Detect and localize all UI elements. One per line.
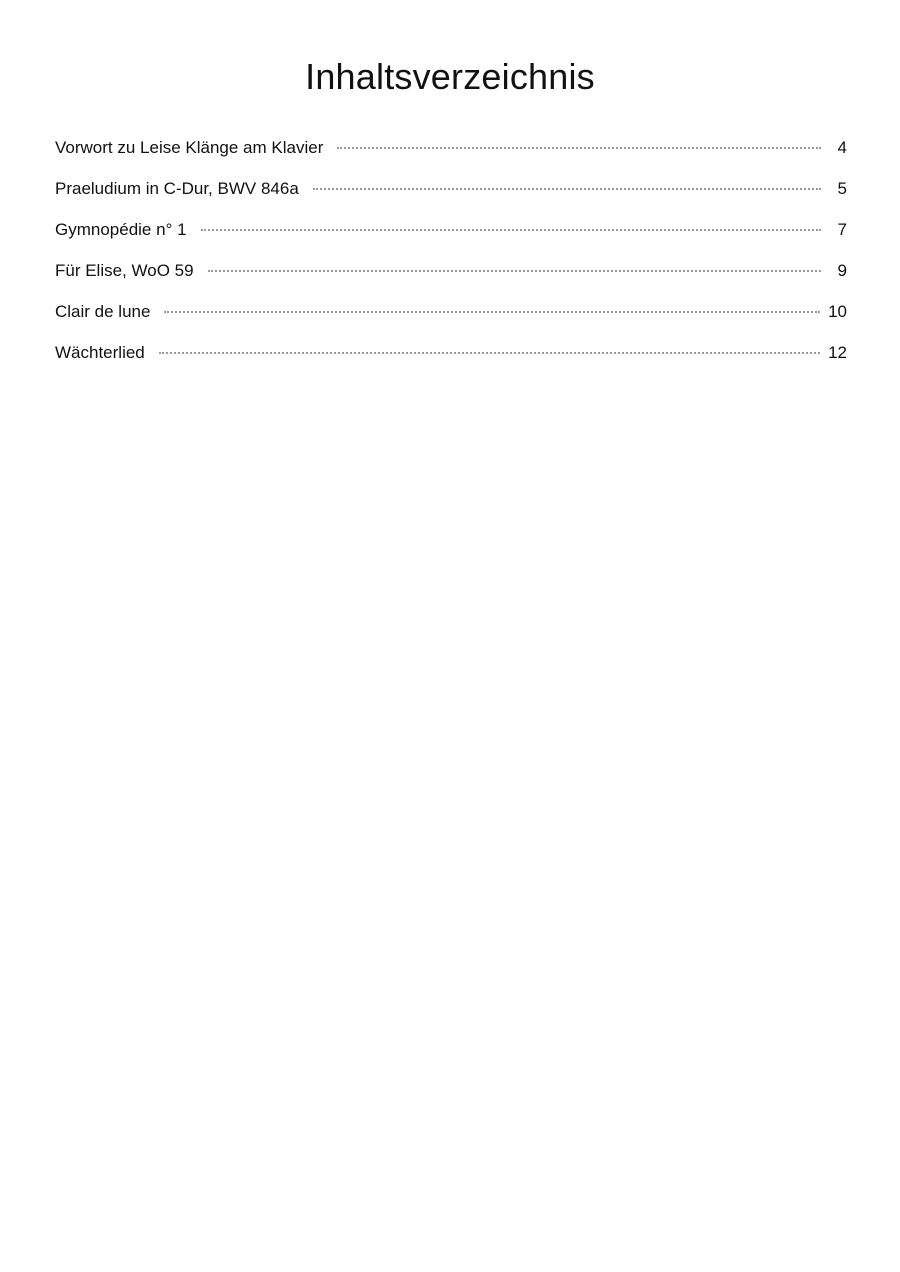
page-title: Inhaltsverzeichnis [305,56,595,97]
toc-entry-title: Praeludium in C-Dur, BWV 846a [55,179,299,198]
toc-entry-page-number: 12 [828,343,847,362]
toc-entry[interactable] [55,136,847,177]
toc-entry-title: Gymnopédie n° 1 [55,220,187,239]
dot-leader [208,270,821,272]
toc-entry[interactable] [55,300,847,341]
toc-entry-title: Vorwort zu Leise Klänge am Klavier [55,138,324,157]
dot-leader [201,229,821,231]
table-of-contents [55,136,847,382]
dot-leader [159,352,820,354]
toc-entry-title: Für Elise, WoO 59 [55,261,194,280]
toc-entry-page-number: 9 [837,261,847,280]
toc-entry[interactable] [55,177,847,218]
toc-entry[interactable] [55,259,847,300]
toc-entry-page-number: 7 [837,220,847,239]
toc-entry[interactable] [55,218,847,259]
toc-entry-page-number: 5 [837,179,847,198]
toc-entry[interactable] [55,341,847,382]
toc-entry-page-number: 10 [828,302,847,321]
toc-entry-page-number: 4 [837,138,847,157]
dot-leader [164,311,820,313]
toc-entry-title: Wächterlied [55,343,145,362]
toc-entry-title: Clair de lune [55,302,151,321]
dot-leader [337,147,821,149]
dot-leader [313,188,821,190]
